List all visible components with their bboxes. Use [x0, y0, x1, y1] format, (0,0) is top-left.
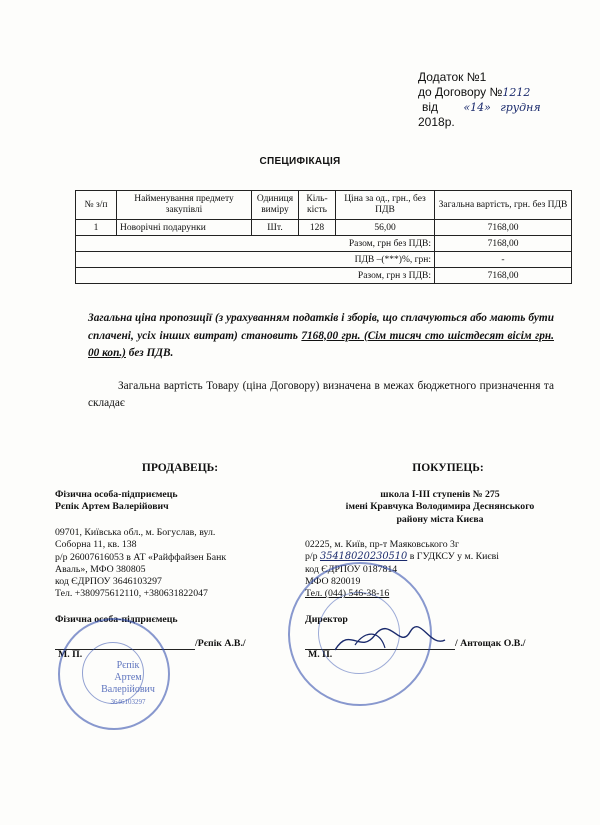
signature-stroke [355, 634, 385, 648]
col-unit-price: Ціна за од., грн., без ПДВ [336, 191, 435, 220]
seller-signature-line: /Рєпік А.В./ [55, 638, 295, 650]
date-day-handwritten: «14» [463, 101, 491, 114]
price-amount: 7168,00 грн. (Сім тисяч сто шістдесят вісім грн. 00 коп.) [88, 329, 554, 359]
total-row-without-vat [76, 236, 572, 252]
annex-number: Додаток №1 [418, 70, 487, 84]
cell-unit-price: 56,00 [336, 220, 435, 236]
annex-date-line: від «14» грудня [422, 100, 541, 114]
col-quantity: Кіль-кість [299, 191, 336, 220]
cell-unit: Шт. [252, 220, 299, 236]
budget-paragraph: Загальна вартість Товару (ціна Договору) визначена в межах бюджетного призначення та складає [88, 380, 554, 409]
col-number: № з/п [76, 191, 117, 220]
buyer-heading: ПОКУПЕЦЬ: [412, 462, 484, 474]
date-month-handwritten: грудня [500, 101, 541, 114]
buyer-signatory-title: Директор [305, 614, 348, 625]
annex-header [418, 70, 541, 130]
seller-signatory-title: Фізична особа-підприємець [55, 614, 178, 625]
buyer-name: школа І-ІІІ ступенів № 275 імені Кравчука Володимира Деснянського району міста Києва [345, 489, 535, 525]
cell-item-name: Новорічні подарунки [117, 220, 252, 236]
price-paragraph: Загальна ціна пропозиції (з урахуванням податків і зборів, що сплачуються або мають бути сплачені, усіх інших витрат) становить 7168,00 грн. (Сім тисяч сто шістдесят вісім грн. 00 коп.) без ПДВ. [88, 312, 554, 359]
total-label: Разом, грн без ПДВ: [76, 236, 435, 252]
col-unit: Одиниця виміру [252, 191, 299, 220]
seller-stamp-text: Рєпік Артем Валерійович 3646103297 [101, 660, 155, 706]
total-with-vat-label: Разом, грн з ПДВ: [76, 268, 435, 284]
director-signature-icon [330, 620, 450, 660]
document-title: СПЕЦИФІКАЦІЯ [259, 156, 341, 167]
annex-year: 2018р. [418, 115, 455, 129]
specification-table [75, 190, 572, 284]
col-item-name: Найменування предмету закупівлі [117, 191, 252, 220]
cell-quantity: 128 [299, 220, 336, 236]
seller-details: 09701, Київська обл., м. Богуслав, вул. Соборна 11, кв. 138 р/р 26007616053 в АТ «Райффайзен Банк Аваль», МФО 380805 код ЄДРПОУ 3646103297 Тел. +380975612110, +380631822047 [55, 527, 227, 600]
table-header-row [76, 191, 572, 220]
seller-heading: ПРОДАВЕЦЬ: [141, 462, 219, 474]
total-with-vat-value: 7168,00 [435, 268, 572, 284]
buyer-seal-mark: М. П. [308, 649, 333, 660]
signature-stroke [335, 627, 445, 650]
vat-value: - [435, 252, 572, 268]
seller-name: Фізична особа-підприємець Рєпік Артем Валерійович [55, 489, 178, 513]
buyer-signature-line: / Антощак О.В./ [305, 638, 565, 650]
buyer-details: 02225, м. Київ, пр-т Маяковського 3г р/р 35418020230510 в ГУДКСУ у м. Києві код ЄДРПОУ 0187814 МФО 820019 Тел. (044) 546-38-16 [305, 539, 499, 600]
total-row-with-vat [76, 268, 572, 284]
table-row [76, 220, 572, 236]
cell-number: 1 [76, 220, 117, 236]
account-handwritten: 35418020230510 [319, 551, 408, 563]
col-total: Загальна вартість, грн. без ПДВ [435, 191, 572, 220]
annex-contract-line: до Договору №1212 [418, 85, 531, 99]
total-value: 7168,00 [435, 236, 572, 252]
seller-seal-mark: М. П. [58, 649, 83, 660]
vat-label: ПДВ –(***)%, грн: [76, 252, 435, 268]
vat-row [76, 252, 572, 268]
contract-number-handwritten: 1212 [502, 86, 531, 99]
cell-total: 7168,00 [435, 220, 572, 236]
